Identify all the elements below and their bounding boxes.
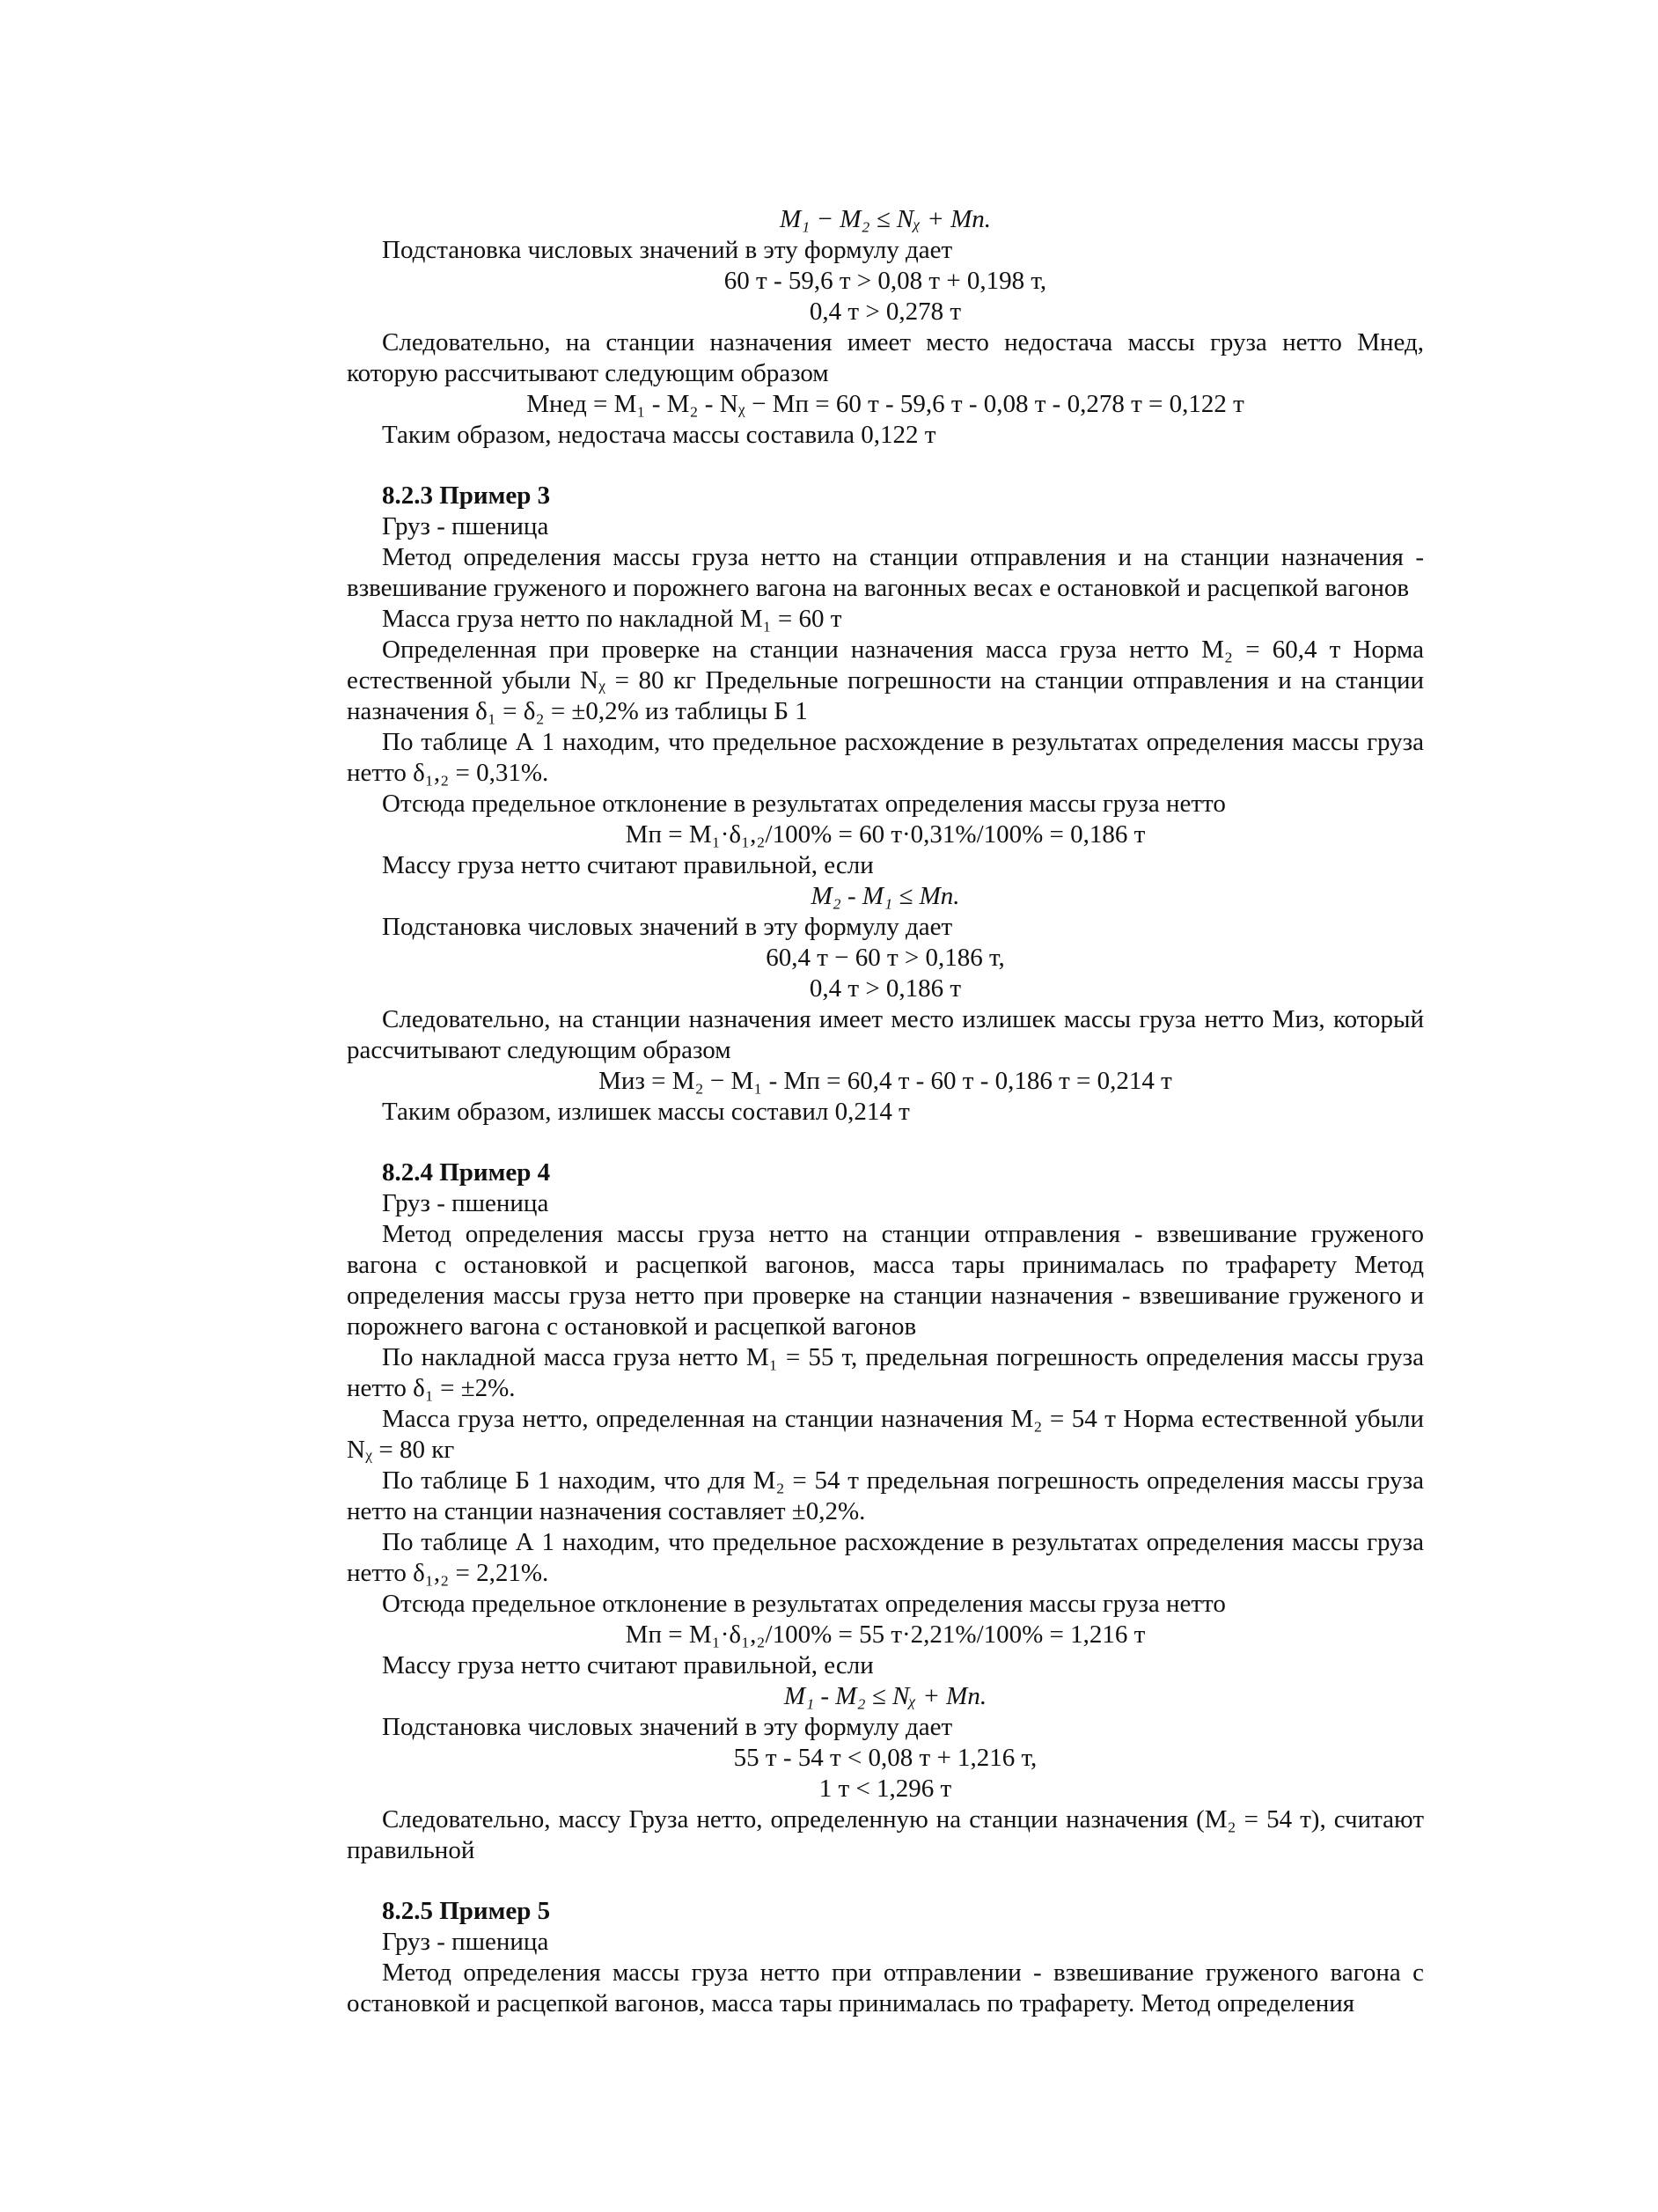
section-heading: 8.2.3 Пример 3 xyxy=(382,481,551,510)
paragraph: Таким образом, недостача массы составила 0,122 т xyxy=(382,421,936,449)
formula: Mп = M₁·δ₁,₂/100% = 60 т·0,31%/100% = 0,186 т xyxy=(625,820,1146,849)
paragraph: Груз - пшеница xyxy=(382,1928,549,1956)
paragraph: По таблице Б 1 находим, что для M₂ = 54 т предельная погрешность определения массы груза нетто на станции назначения составляет ±0,2%. xyxy=(347,1466,1424,1525)
paragraph: Следовательно, массу Груза нетто, определенную на станции назначения (M₂ = 54 т), считают правильной xyxy=(347,1805,1424,1864)
formula: 60 т - 59,6 т > 0,08 т + 0,198 т, xyxy=(723,267,1047,295)
paragraph: Массу груза нетто считают правильной, если xyxy=(382,1651,874,1679)
paragraph: Определенная при проверке на станции назначения масса груза нетто M₂ = 60,4 т Норма естественной убыли Nᵪ = 80 кг Предельные погрешности на станции отправления и на станции назначения δ₁ = δ₂ = ±0,2% из таблицы Б 1 xyxy=(347,636,1424,725)
section-heading: 8.2.4 Пример 4 xyxy=(382,1158,551,1187)
paragraph: Масса груза нетто, определенная на станции назначения M₂ = 54 т Норма естественной убыли Nᵪ = 80 кг xyxy=(347,1405,1424,1464)
paragraph: Метод определения массы груза нетто на станции отправления и на станции назначения - взвешивание груженого и порожнего вагона на вагонных весах е остановкой и расцепкой вагонов xyxy=(347,543,1424,602)
paragraph: По таблице А 1 находим, что предельное расхождение в результатах определения массы груза нетто δ₁,₂ = 0,31%. xyxy=(347,728,1424,787)
paragraph: Подстановка числовых значений в эту формулу дает xyxy=(382,913,953,941)
section-heading: 8.2.5 Пример 5 xyxy=(382,1897,551,1925)
paragraph: Следовательно, на станции назначения имеет место излишек массы груза нетто Mиз, который рассчитывают следующим образом xyxy=(347,1005,1424,1064)
formula: 55 т - 54 т < 0,08 т + 1,216 т, xyxy=(733,1744,1038,1772)
formula-condition: M₁ - M₂ ≤ Nᵪ + Mп. xyxy=(783,1682,987,1710)
paragraph: Метод определения массы груза нетто на станции отправления - взвешивание груженого вагона с остановкой и расцепкой вагонов, масса тары принималась по трафарету Метод определения массы груза нетто при проверке на станции назначения - взвешивание груженого и порожнего вагона с остановкой и расцепкой вагонов xyxy=(347,1220,1424,1341)
paragraph: Отсюда предельное отклонение в результатах определения массы груза нетто xyxy=(382,1590,1226,1618)
formula: Mиз = M₂ − M₁ - Mп = 60,4 т - 60 т - 0,186 т = 0,214 т xyxy=(598,1067,1172,1095)
document-page xyxy=(347,204,1424,2019)
paragraph: Следовательно, на станции назначения имеет место недостача массы груза нетто Mнед, которую рассчитывают следующим образом xyxy=(347,328,1424,387)
paragraph: Масса груза нетто по накладной M₁ = 60 т xyxy=(382,605,842,633)
paragraph: Груз - пшеница xyxy=(382,512,549,540)
formula: 1 т < 1,296 т xyxy=(818,1775,952,1803)
formula: 60,4 т − 60 т > 0,186 т, xyxy=(766,944,1005,972)
paragraph: Массу груза нетто считают правильной, если xyxy=(382,851,874,879)
formula: Mп = M₁·δ₁,₂/100% = 55 т·2,21%/100% = 1,216 т xyxy=(625,1620,1146,1649)
paragraph: Метод определения массы груза нетто при отправлении - взвешивание груженого вагона с остановкой и расцепкой вагонов, масса тары принималась по трафарету. Метод определения xyxy=(347,1958,1424,2017)
paragraph: Таким образом, излишек массы составил 0,214 т xyxy=(382,1098,910,1126)
paragraph: Подстановка числовых значений в эту формулу дает xyxy=(382,1713,953,1741)
formula: Mнед = M₁ - M₂ - Nᵪ − Mп = 60 т - 59,6 т - 0,08 т - 0,278 т = 0,122 т xyxy=(526,390,1244,418)
paragraph: Отсюда предельное отклонение в результатах определения массы груза нетто xyxy=(382,790,1226,818)
formula: 0,4 т > 0,278 т xyxy=(809,298,962,326)
formula-condition: M₁ − M₂ ≤ Nᵪ + Mп. xyxy=(779,205,992,233)
paragraph: Подстановка числовых значений в эту формулу дает xyxy=(382,236,953,264)
formula-condition: M₂ - M₁ ≤ Mп. xyxy=(811,882,960,910)
formula: 0,4 т > 0,186 т xyxy=(809,974,962,1003)
paragraph: По накладной масса груза нетто M₁ = 55 т, предельная погрешность определения массы груза нетто δ₁ = ±2%. xyxy=(347,1343,1424,1402)
paragraph: Груз - пшеница xyxy=(382,1189,549,1217)
paragraph: По таблице А 1 находим, что предельное расхождение в результатах определения массы груза нетто δ₁,₂ = 2,21%. xyxy=(347,1528,1424,1587)
